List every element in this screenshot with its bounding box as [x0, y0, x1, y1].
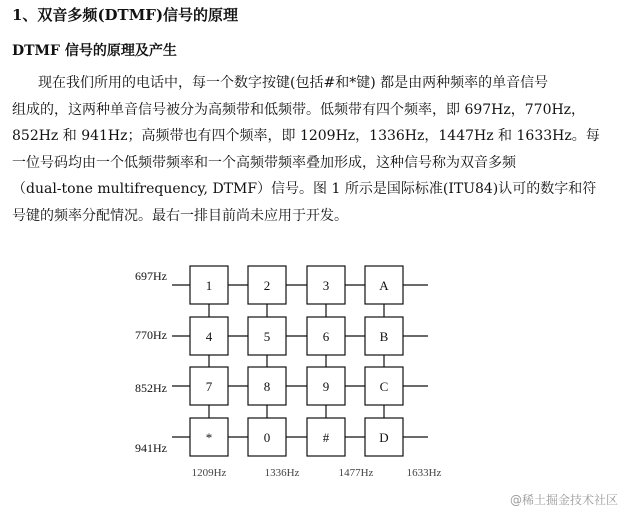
- paragraph-line: 一位号码均由一个低频带频率和一个高频带频率叠加形成，这种信号称为双音多频: [12, 154, 516, 171]
- key-label: 5: [263, 329, 271, 344]
- paragraph-line: 号键的频率分配情况。最右一排目前尚未应用于开发。: [12, 207, 348, 224]
- key-label: 3: [322, 278, 330, 293]
- paragraph-line: 现在我们所用的电话中，每一个数字按键(包括#和*键) 都是由两种频率的单音信号: [38, 75, 549, 91]
- row-frequency-label: 770Hz: [135, 328, 167, 342]
- column-frequency-label: 1477Hz: [338, 467, 374, 479]
- column-frequency-label: 1336Hz: [264, 467, 300, 479]
- key-label: 4: [205, 329, 213, 344]
- section-heading: 1、双音多频(DTMF)信号的原理: [12, 6, 239, 24]
- watermark: @稀土掘金技术社区: [509, 493, 618, 507]
- row-frequency-label: 852Hz: [135, 381, 167, 395]
- key-label: #: [322, 430, 330, 445]
- paragraph-line: （dual-tone multifrequency, DTMF）信号。图 1 所示是国际标准(ITU84)认可的数字和符: [12, 181, 597, 197]
- key-label: 0: [263, 430, 271, 445]
- key-label: 9: [322, 379, 330, 394]
- paragraph-line: 组成的，这两种单音信号被分为高频带和低频带。低频带有四个频率，即 697Hz，770Hz，: [12, 101, 586, 118]
- paragraph-line: 852Hz 和 941Hz；高频带也有四个频率，即 1209Hz，1336Hz，1447Hz 和 1633Hz。每: [12, 128, 600, 144]
- column-frequency-label: 1209Hz: [191, 467, 227, 479]
- subsection-heading: DTMF 信号的原理及产生: [12, 43, 177, 59]
- column-frequency-label: 1633Hz: [406, 467, 442, 479]
- key-label: C: [379, 379, 389, 394]
- key-label: *: [205, 430, 213, 445]
- key-label: A: [379, 278, 389, 293]
- key-label: B: [379, 329, 389, 344]
- row-frequency-label: 941Hz: [135, 441, 167, 455]
- key-label: 1: [205, 278, 213, 293]
- key-label: 6: [322, 329, 330, 344]
- row-frequency-label: 697Hz: [135, 269, 167, 283]
- key-label: 8: [263, 379, 271, 394]
- key-label: 2: [263, 278, 271, 293]
- key-label: 7: [205, 379, 213, 394]
- key-label: D: [379, 430, 389, 445]
